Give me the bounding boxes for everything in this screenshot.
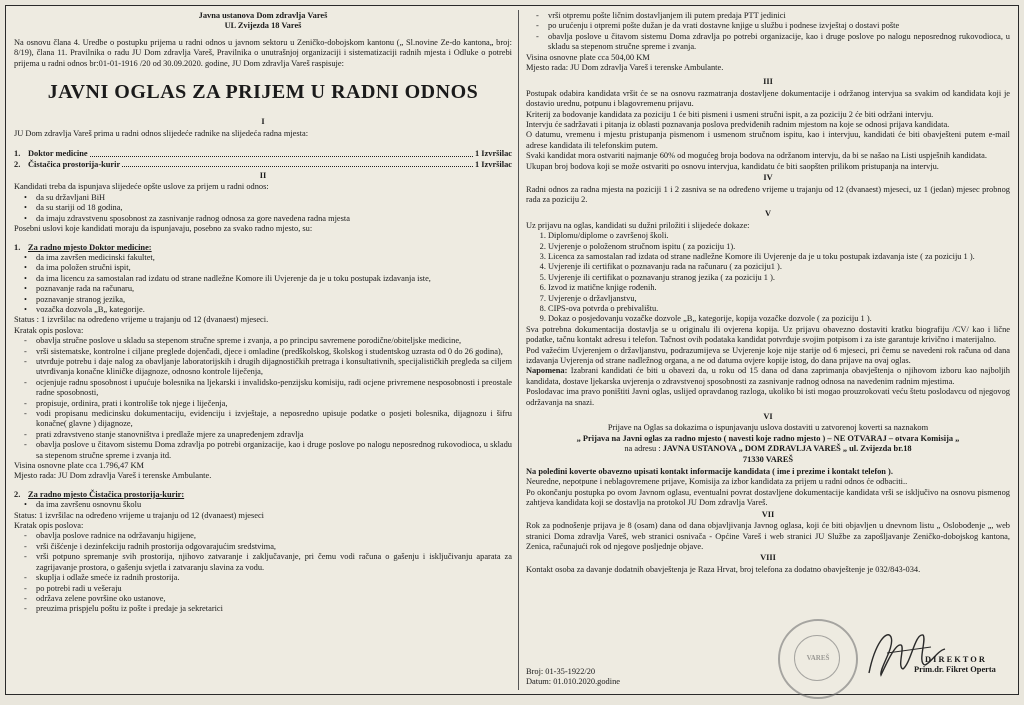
- list-item: - obavlja poslove radnice na održavanju higijene,: [36, 531, 512, 541]
- list-item: • da ima završen medicinski fakultet,: [36, 253, 512, 263]
- right-column: [526, 11, 1010, 687]
- list-item: 3. Licenca za samostalan rad izdata od strane nadležne Komore ili Uvjerenje da je u toku postupak izdavanja iste ( za poziciju 1 ).: [548, 252, 1010, 262]
- job-count: 1 Izvršilac: [475, 159, 512, 169]
- reference-date: Datum: 01.010.2020.godine: [526, 677, 620, 687]
- job2-place: Mjesto rada: JU Dom zdravlja Vareš i terenske Ambulante.: [526, 63, 724, 73]
- list-item: - vrši čišćenje i dezinfekciju radnih prostorija odgovarajućim sredstvima,: [36, 542, 512, 552]
- section-text: Uz prijavu na oglas, kandidati su dužni priložiti i slijedeće dokaze:: [526, 220, 750, 230]
- note-paragraph: Napomena: Izabrani kandidati će biti u obavezi da, u roku od 15 dana od dana zaprimanja obavještenja o njihovom izboru kao najboljih kandidata, dostave ljekarska uvjerenja o zdravstvenoj sposobnosti za zasnivanje radnog odnosa na navedenim radnim mjestima.: [526, 366, 1010, 386]
- job-line: 2. Čistačica prostorija-kurir 1 Izvršilac: [14, 159, 512, 169]
- institution-name: Javna ustanova Dom zdravlja Vareš: [198, 11, 328, 20]
- reference-block: [526, 667, 620, 688]
- column-divider: [518, 10, 519, 690]
- list-item: - obavlja stručne poslove u skladu sa stepenom stručne spreme i zvanja, a po principu savremene porodične/obiteljske medicine,: [36, 336, 512, 346]
- section-text: Kontakt osoba za davanje dodatnih obavještenja je Raza Hrvat, broj telefona za dodatno obavještenje je 032/843-034.: [526, 564, 921, 574]
- reference-number: Broj: 01-35-1922/20: [526, 667, 596, 676]
- list-item: - vrši sistematske, kontrolne i ciljane preglede dojenčadi, djece i omladine (predškolskog, školskog i studentskog uzrasta od 0 do 26 godina),: [36, 347, 512, 357]
- list-item: - obavlja poslove u čitavom sistemu Doma zdravlja po potrebi organizacije, kao i druge poslove po nalogu neposrednog rukovodioca, u skladu sa stepenom stručne spreme i zvanja itd.: [36, 440, 512, 461]
- job2-duties-continued: [526, 11, 1010, 53]
- job-count: 1 Izvršilac: [475, 149, 512, 159]
- list-item: • da su stariji od 18 godina,: [36, 203, 512, 213]
- job1-salary: Visina osnovne plate cca 1.796,47 KM: [14, 461, 144, 471]
- envelope-address: na adresu : JAVNA USTANOVA „ DOM ZDRAVLJA VAREŠ „ ul. Zvijezda br.18: [624, 444, 912, 454]
- list-item: - obavlja poslove u čitavom sistemu Doma zdravlja po potrebi organizacije, kao i druge poslove po nalogu neposrednog rukovodioca, u skladu sa stepenom stručne spreme i zvanja.: [548, 32, 1010, 53]
- job1-duties: [14, 336, 512, 461]
- section-text: Kandidati treba da ispunjava slijedeće opšte uslove za prijem u radni odnos:: [14, 182, 269, 192]
- list-item: 4. Uvjerenje ili certifikat o poznavanju rada na računaru ( za poziciju1 ).: [548, 262, 1010, 272]
- job1-place: Mjesto rada: JU Dom zdravlja Vareš i terenske Ambulante.: [14, 471, 212, 481]
- dotted-leader: [90, 149, 473, 156]
- section-text: Ukupan broj bodova koji se može ostvariti po osnovu intervjua, kandidatu će biti saopšten prilikom pristupanja na intervju.: [526, 161, 939, 171]
- section-number: VII: [761, 509, 775, 519]
- list-item: • da imaju zdravstvenu sposobnost za zasnivanje radnog odnosa za gore navedena radna mjesta: [36, 214, 512, 224]
- job2-status: Status: 1 izvršilac na određeno vrijeme u trajanju od 12 (dvanaest) mjeseci: [14, 510, 265, 520]
- job1-status: Status : 1 izvršilac na određeno vrijeme u trajanju od 12 (dvanaest) mjeseci.: [14, 315, 269, 325]
- dotted-leader: [122, 160, 473, 167]
- section-number: III: [763, 77, 773, 87]
- ad-title: JAVNI OGLAS ZA PRIJEM U RADNI ODNOS: [47, 81, 479, 104]
- envelope-note: Na poleđini koverte obavezno upisati kontakt informacije kandidata ( ime i prezime i kontakt telefon ).: [526, 467, 893, 477]
- required-documents: [526, 231, 1010, 325]
- list-item: - preuzima prispjelu poštu iz pošte i predaje ja sekretarici: [36, 604, 512, 614]
- section-text: Sva potrebna dokumentacija dostavlja se u originalu ili ovjerena kopija. Uz prijavu obavezno dostaviti kratku biografiju /CV/ kao i lične podatke, tačnu kontakt adresu i telefon. Tačnost ovih podataka kandidat potvrđuje svojim potpisom i za iste garantuje krivično i materijalno.: [526, 324, 1010, 345]
- section-text: Po okončanju postupka po ovom Javnom oglasu, eventualni povrat dostavljene dokumentacije kandidata vrši se isključivo na osnovu pismenog zahtjeva kandidata koji se dostavlja na protokol JU Dom zdravlja Vareš.: [526, 487, 1010, 508]
- job2-salary: Visina osnovne plate cca 504,00 KM: [526, 52, 650, 62]
- list-item: • da ima položen stručni ispit,: [36, 263, 512, 273]
- job2-heading: 2. Za radno mjesto Čistačica prostorija-kurir:: [14, 489, 185, 499]
- list-item: 6. Izvod iz matične knjige rođenih.: [548, 283, 1010, 293]
- list-item: - vrši otpremu pošte ličnim dostavljanjem ili putem predaja PTT jedinici: [548, 11, 1010, 21]
- job1-desc-lead: Kratak opis poslova:: [14, 325, 84, 335]
- list-item: 1. Diplomu/diplome o završenoj školi.: [548, 231, 1010, 241]
- section-text: Rok za podnošenje prijava je 8 (osam) dana od dana objavljivanja Javnog oglasa, koji će biti objavljen u dnevnom listu „ Oslobođenje „, web stranici Doma zdravlja Vareš, web stranici osnivača - Općine Vareš i web stranici JU Službe za zapošljavanje Zeničko-dobojskog kantona, Zenica, računajući rok od njegove posljednje objave.: [526, 521, 1010, 551]
- list-item: - ocjenjuje radnu sposobnost i upućuje bolesnika na ljekarski i invalidsko-penzijsku komisiju, radi ocjene privremene nesposobnosti i preostale radne sposobnosti,: [36, 378, 512, 399]
- section-text: Pod važećim Uvjerenjem o državljanstvu, podrazumijeva se Uvjerenje koje nije starije od 6 mjeseci, pri čemu se navedeni rok računa od dana izdavanja Uvjerenja od strane nadležnog organa, a ne od datuma ovjere kopije istog, do dana prijave na ovaj oglas.: [526, 345, 1010, 365]
- legal-intro: Na osnovu člana 4. Uredbe o postupku prijema u radni odnos u javnom sektoru u Zeničko-dobojskom kantonu („ Sl.novine Ze-do kantona„ broj: 8/19), člana 11. Pravilnika o radu JU Dom zdravlja Vareš, Pravilnika o unutrašnjoj organizaciji i sistematizaciji radnih mjesta i Odluke o potrebi prijema u radni odnos br:01-01-1916 /20 od 30.09.2020. godine, JU Dom zdravlja Vareš raspisuje:: [14, 37, 512, 68]
- job1-heading: 1. Za radno mjesto Doktor medicine:: [14, 242, 152, 252]
- list-item: - propisuje, ordinira, prati i kontroliše tok njege i liječenja,: [36, 399, 512, 409]
- list-item: 5. Uvjerenje ili certifikat o poznavanju stranog jezika ( za poziciju 1 ).: [548, 273, 1010, 283]
- list-item: • da ima licencu za samostalan rad izdatu od strane nadležne Komore ili Uvjerenje da je u toku postupak izdavanja iste,: [36, 274, 512, 284]
- job2-duties: [14, 531, 512, 614]
- section-text: Intervju će sadržavati i pitanja iz oblasti poznavanja poslova predviđenih radnim mjestom na koje se odnosi prijava kandidata.: [526, 120, 950, 130]
- job1-conditions: [14, 253, 512, 315]
- list-item: - skuplja i odlaže smeće iz radnih prostorija.: [36, 573, 512, 583]
- left-column: [14, 11, 512, 615]
- signature-block: [914, 655, 996, 675]
- official-stamp: VAREŠ: [778, 619, 858, 699]
- list-item: • vozačka dozvola „B„ kategorije.: [36, 305, 512, 315]
- job2-conditions: [14, 500, 512, 510]
- newspaper-ad: [5, 5, 1019, 695]
- section-text: Radni odnos za radna mjesta na poziciji 1 i 2 zasniva se na određeno vrijeme u trajanju od 12 (dvanaest) mjeseci, uz 1 (jedan) mjesec probnog rada za poziciju 2.: [526, 184, 1010, 204]
- envelope-label: „ Prijava na Javni oglas za radno mjesto ( navesti koje radno mjesto ) – NE OTVARAJ – otvara Komisija „: [576, 433, 960, 443]
- list-item: - vrši potpuno spremanje svih prostorija, njihovo zatvaranje i zaključavanje, pri čemu vodi računa o gašenju i isključivanju aparata za zagrijavanje prostora, o gašenju svjetla i zatvaranju slavina za vodu.: [36, 552, 512, 573]
- job-line: 1. Doktor medicine 1 Izvršilac: [14, 149, 512, 159]
- section-number: IV: [763, 173, 773, 183]
- section-number: VI: [763, 412, 773, 422]
- job2-desc-lead: Kratak opis poslova:: [14, 521, 84, 531]
- section-text: Neuredne, nepotpune i neblagovremene prijave, Komisija za izbor kandidata za prijem u radni odnos će odbaciti..: [526, 477, 908, 487]
- envelope-city: 71330 VAREŠ: [742, 454, 794, 464]
- general-conditions: [14, 193, 512, 224]
- list-item: • poznavanje rada na računaru,: [36, 284, 512, 294]
- section-number: I: [261, 117, 265, 127]
- list-item: - održava zelene površine oko ustanove,: [36, 594, 512, 604]
- section-text: Posebni uslovi koje kandidati moraju da ispunjavaju, posebno za svako radno mjesto, su:: [14, 224, 313, 234]
- director-name: Prim.dr. Fikret Operta: [914, 665, 996, 674]
- list-item: - po potrebi radi u vešeraju: [36, 584, 512, 594]
- section-text: Poslodavac ima pravo poništiti Javni oglas, uslijed opravdanog razloga, ukoliko bi isti mogao prouzrokovati veću štetu poslodavcu od njegovog održavanja na snazi.: [526, 387, 1010, 407]
- list-item: 9. Dokaz o posjedovanju vozačke dozvole „B„ kategorije, kopija vozačke dozvole ( za poziciju 1 ).: [548, 314, 1010, 324]
- list-item: 8. CIPS-ova potvrda o prebivalištu.: [548, 304, 1010, 314]
- director-title: D I R E K T O R: [924, 655, 985, 664]
- section-number: V: [764, 209, 772, 219]
- section-text: Svaki kandidat mora ostvariti najmanje 60% od mogućeg broja bodova na održanom intervju, da bi se našao na Listi uspješnih kandidata.: [526, 151, 987, 161]
- list-item: 2. Uvjerenje o položenom stručnom ispitu ( za poziciju 1).: [548, 242, 1010, 252]
- institution-address: UL Zvijezda 18 Vareš: [224, 21, 302, 31]
- list-item: 7. Uvjerenje o državljanstvu,: [548, 294, 1010, 304]
- job-list: [14, 149, 512, 170]
- list-item: - utvrđuje potrebu i daje nalog za obavljanje laboratorijskih i drugih dijagnostičkih pretraga i konsultativnih, specijalističkih pregleda sa ciljem utvrđivanja konačne kliničke dijagnoze, odnosno kontrole liječenja,: [36, 357, 512, 378]
- list-item: • da ima završenu osnovnu školu: [36, 500, 512, 510]
- list-item: • da su državljani BiH: [36, 193, 512, 203]
- director-signature: [861, 623, 951, 685]
- section-number: II: [259, 171, 267, 181]
- section-text: Kriterij za bodovanje kandidata za poziciju 1 će biti pismeni i usmeni stručni ispit, a za poziciju 2 će biti održani intervju.: [526, 109, 934, 119]
- list-item: - vodi propisanu medicinsku dokumentaciju, evidenciju i izvještaje, a neposredno upisuje podatke o posjeti bolesnika, dijagnozu i šifru konačne( glavne ) dijagnoze,: [36, 409, 512, 430]
- section-text: JU Dom zdravlja Vareš prima u radni odnos slijedeće radnike na slijedeća radna mjesta:: [14, 128, 309, 138]
- section-text: O datumu, vremenu i mjestu pristupanja pismenom i usmenom stručnom ispitu, kao i intervjuu, kandidati će biti obavješteni putem e-mail adrese kandidata ili telefonskim putem.: [526, 130, 1010, 150]
- list-item: - po urućenju i otpremi pošte dužan je da vrati dostavne knjige u službu i podnese izvještaj o dostavi pošte: [548, 21, 1010, 31]
- job-name: Čistačica prostorija-kurir: [28, 159, 121, 169]
- section-text: Prijave na Oglas sa dokazima o ispunjavanju uslova dostaviti u zatvorenoj koverti sa naznakom: [607, 423, 929, 433]
- list-item: - prati zdravstveno stanje stanovništva i predlaže mjere za unapređenjem zdravlja: [36, 430, 512, 440]
- job-name: Doktor medicine: [28, 149, 88, 159]
- list-item: • poznavanje stranog jezika,: [36, 295, 512, 305]
- section-text: Postupak odabira kandidata vršit će se na osnovu razmatranja dostavljene dokumentacije i održanog intervjua sa svakim od kandidata koji je dostavio urednu, potpunu i blagovremenu prijavu.: [526, 88, 1010, 109]
- section-number: VIII: [760, 553, 776, 563]
